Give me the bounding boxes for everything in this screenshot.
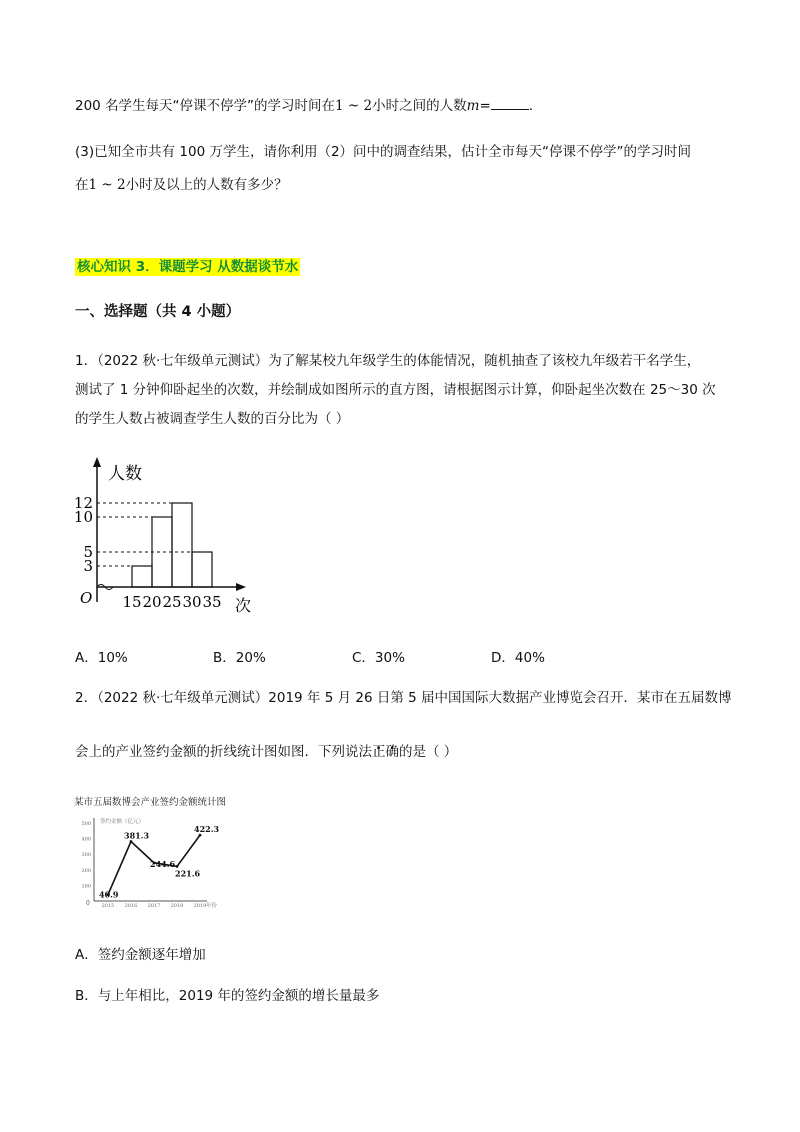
q2-line2-suffix: 的是（ ）	[399, 744, 458, 760]
histogram-bar	[192, 552, 212, 587]
q2-option-b[interactable]: B．与上年相比，2019 年的签约金额的增长量最多	[75, 988, 380, 1004]
q2-text-mid: 小时之间的人数	[372, 98, 467, 114]
lc-x-tick: 2019	[193, 903, 207, 909]
lc-data-label: 40.9	[99, 889, 119, 900]
y-axis-label: 人数	[108, 464, 142, 484]
q2-line1: 2．（2022 秋·七年级单元测试）2019 年 5 月 26 日第 5 届中国国际大数据产业博览会召开．某市在五届数博	[75, 690, 732, 706]
x-tick-label: 20	[142, 593, 162, 611]
q2-option-a[interactable]: A．签约金额逐年增加	[75, 947, 206, 963]
lc-x-tick: 2015	[101, 903, 115, 909]
line-chart	[72, 793, 262, 913]
lc-data-label: 381.3	[124, 830, 150, 841]
lc-y-tick: 100	[81, 883, 91, 890]
q2-sub-line	[75, 96, 533, 116]
q2-line2-prefix: 会上的产业签约金额的折线统计图如图．下列说法	[75, 744, 372, 760]
lc-x-label: 年份	[206, 903, 218, 909]
x-tick-label: 35	[202, 593, 222, 611]
line-chart-title: 某市五届数博会产业签约金额统计图	[74, 797, 227, 808]
histogram-bar	[132, 566, 152, 587]
x-tick-label: 30	[182, 593, 202, 611]
q2-text-prefix: 200 名学生每天“停课不停学”的学习时间在	[75, 98, 336, 114]
emphasis-char-1: 正	[372, 744, 386, 760]
histogram-bar	[172, 503, 192, 587]
lc-data-label: 422.3	[194, 824, 220, 835]
q3-line2	[75, 175, 288, 195]
x-tick-label: 15	[122, 593, 142, 611]
q1-line1: 1．（2022 秋·七年级单元测试）为了解某校九年级学生的体能情况，随机抽查了该校九年级若干名学生，	[75, 353, 701, 369]
histogram-chart	[72, 455, 262, 620]
lc-data-label: 244.6	[150, 858, 176, 869]
q1-option-c[interactable]: C．30%	[352, 650, 405, 666]
x-axis-label: 次	[235, 596, 252, 615]
emphasis-char-2: 确	[385, 744, 399, 760]
section-heading-text: 核心知识 3．课题学习 从数据谈节水	[77, 259, 299, 275]
x-axis-arrow	[236, 583, 246, 591]
lc-point	[130, 840, 133, 843]
q3-line1: (3)已知全市共有 100 万学生，请你利用（2）问中的调查结果，估计全市每天“停课不停学”的学习时间	[75, 144, 692, 160]
y-tick-label: 3	[83, 557, 93, 575]
lc-origin: 0	[86, 900, 90, 907]
lc-y-tick: 400	[81, 836, 91, 843]
q2-var-m: m	[466, 98, 480, 114]
lc-y-label: 签约金额（亿元）	[100, 819, 145, 825]
lc-x-tick: 2018	[170, 903, 184, 909]
q3-suffix: 小时及以上的人数有多少？	[125, 177, 288, 193]
y-tick-label: 12	[73, 494, 93, 512]
origin-label: O	[80, 589, 93, 607]
lc-y-tick: 300	[81, 852, 91, 859]
lc-point	[199, 834, 202, 837]
q3-prefix: 在	[75, 177, 89, 193]
q2-line2	[75, 742, 457, 762]
lc-y-tick: 200	[81, 867, 91, 874]
q2-range: 1 ~ 2	[335, 98, 373, 114]
y-axis-arrow	[93, 457, 101, 467]
answer-blank	[491, 96, 529, 110]
q1-option-b[interactable]: B．20%	[213, 650, 266, 666]
lc-x-tick: 2016	[124, 903, 138, 909]
q2-end: .	[528, 98, 534, 114]
q1-option-d[interactable]: D．40%	[491, 650, 545, 666]
x-tick-label: 25	[162, 593, 182, 611]
lc-data-label: 221.6	[175, 868, 201, 879]
section-heading	[75, 257, 300, 277]
y-tick-label: 5	[83, 543, 93, 561]
q1-line2: 测试了 1 分钟仰卧起坐的次数，并绘制成如图所示的直方图，请根据图示计算，仰卧起坐次数在 25～30 次	[75, 382, 716, 398]
q1-option-a[interactable]: A．10%	[75, 650, 128, 666]
part-heading: 一、选择题（共 4 小题）	[75, 304, 241, 320]
lc-x-tick: 2017	[147, 903, 161, 909]
lc-y-tick: 500	[81, 821, 91, 827]
q3-range: 1 ~ 2	[88, 177, 126, 193]
y-tick-label: 10	[73, 508, 93, 526]
lc-point	[176, 865, 179, 868]
q1-line3: 的学生人数占被调查学生人数的百分比为（ ）	[75, 411, 350, 427]
q2-equals: =	[479, 98, 491, 114]
